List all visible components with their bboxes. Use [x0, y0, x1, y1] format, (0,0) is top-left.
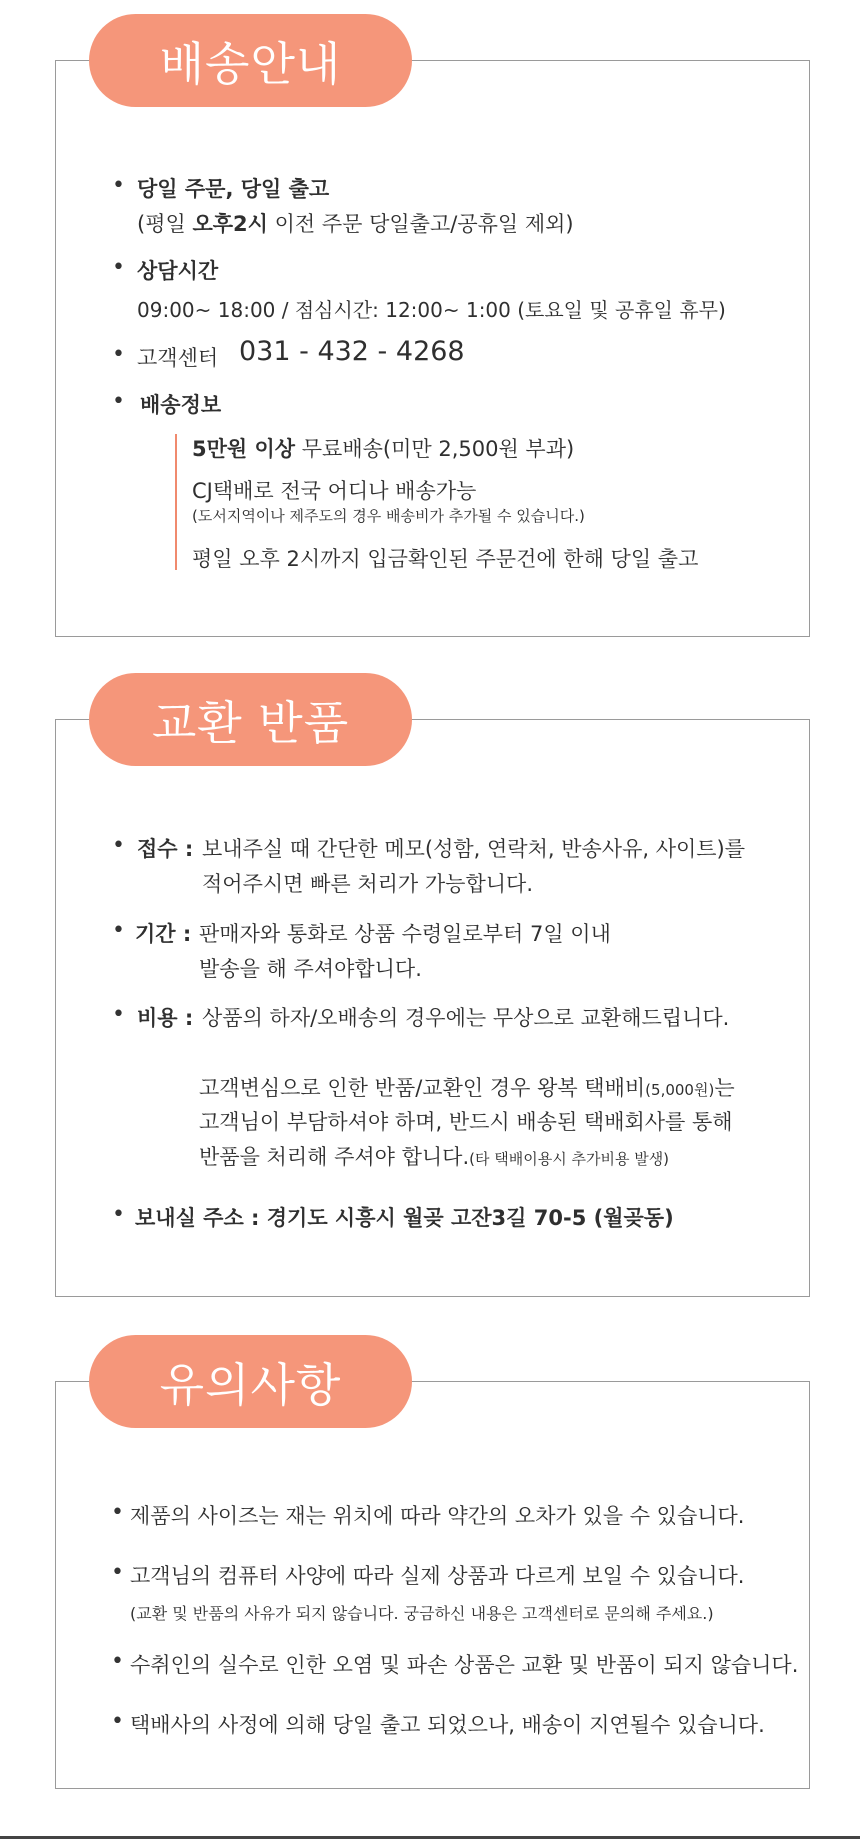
receipt-desc-line1: 보내주실 때 간단한 메모(성함, 연락처, 반송사유, 사이트)를	[202, 837, 746, 861]
cost-desc-line2: 고객변심으로 인한 반품/교환인 경우 왕복 택배비(5,000원)는	[199, 1076, 735, 1100]
notice-item-damage: 수취인의 실수로 인한 오염 및 파손 상품은 교환 및 반품이 되지 않습니다.	[130, 1653, 799, 1677]
cost-desc-line4: 반품을 처리해 주셔야 합니다.(타 택배이용시 추가비용 발생)	[199, 1145, 670, 1169]
bullet-icon: •	[112, 918, 125, 943]
customer-center-phone: 031 - 432 - 4268	[239, 336, 465, 367]
return-address: 보내실 주소 : 경기도 시흥시 월곶 고잔3길 70-5 (월곶동)	[135, 1206, 674, 1230]
delivery-info-accent-bar	[175, 434, 177, 570]
bullet-icon: •	[111, 1560, 124, 1585]
bullet-icon: •	[112, 342, 125, 367]
same-day-shipping-title: 당일 주문, 당일 출고	[137, 177, 330, 201]
bullet-icon: •	[111, 1649, 124, 1674]
exchange-title: 교환 반품	[151, 695, 350, 750]
bullet-icon: •	[112, 173, 125, 198]
consult-hours-title: 상담시간	[137, 259, 219, 283]
cost-label: 비용 :	[137, 1006, 194, 1030]
cj-delivery-info: CJ택배로 전국 어디나 배송가능	[192, 479, 477, 503]
cost-desc-line1: 상품의 하자/오배송의 경우에는 무상으로 교환해드립니다.	[202, 1006, 730, 1030]
bullet-icon: •	[112, 1002, 125, 1027]
same-day-shipping-desc: (평일 오후2시 이전 주문 당일출고/공휴일 제외)	[137, 212, 574, 236]
bullet-icon: •	[112, 833, 125, 858]
exchange-title-badge	[89, 673, 412, 766]
receipt-label: 접수 :	[137, 837, 194, 861]
bottom-divider	[0, 1836, 860, 1839]
delivery-info-title: 배송정보	[140, 393, 222, 417]
shipping-title: 배송안내	[159, 36, 342, 91]
period-desc-line2: 발송을 해 주셔야합니다.	[199, 957, 422, 981]
receipt-desc-line2: 적어주시면 빠른 처리가 가능합니다.	[202, 872, 533, 896]
bullet-icon: •	[112, 255, 125, 280]
bullet-icon: •	[112, 389, 125, 414]
notice-item-color: 고객님의 컴퓨터 사양에 따라 실제 상품과 다르게 보일 수 있습니다.	[130, 1564, 745, 1588]
cost-desc-line3: 고객님이 부담하셔야 하며, 반드시 배송된 택배회사를 통해	[199, 1110, 733, 1134]
bullet-icon: •	[112, 1202, 125, 1227]
period-desc-line1: 판매자와 통화로 상품 수령일로부터 7일 이내	[199, 922, 611, 946]
customer-center-label: 고객센터	[137, 346, 219, 370]
notice-item-delay: 택배사의 사정에 의해 당일 출고 되었으나, 배송이 지연될수 있습니다.	[130, 1713, 765, 1737]
shipping-title-badge	[89, 14, 412, 107]
free-shipping-info: 5만원 이상 무료배송(미만 2,500원 부과)	[192, 437, 575, 461]
notice-title: 유의사항	[159, 1357, 342, 1412]
notice-title-badge	[89, 1335, 412, 1428]
period-label: 기간 :	[135, 922, 192, 946]
same-day-dispatch-info: 평일 오후 2시까지 입금확인된 주문건에 한해 당일 출고	[192, 547, 699, 571]
notice-item-size: 제품의 사이즈는 재는 위치에 따라 약간의 오차가 있을 수 있습니다.	[130, 1504, 745, 1528]
consult-hours-desc: 09:00~ 18:00 / 점심시간: 12:00~ 1:00 (토요일 및 공휴일 휴무)	[137, 298, 726, 322]
bullet-icon: •	[111, 1709, 124, 1734]
island-shipping-note: (도서지역이나 제주도의 경우 배송비가 추가될 수 있습니다.)	[192, 507, 585, 525]
bullet-icon: •	[111, 1500, 124, 1525]
notice-item-color-note: (교환 및 반품의 사유가 되지 않습니다. 궁금하신 내용은 고객센터로 문의해 주세요.)	[130, 1604, 714, 1623]
